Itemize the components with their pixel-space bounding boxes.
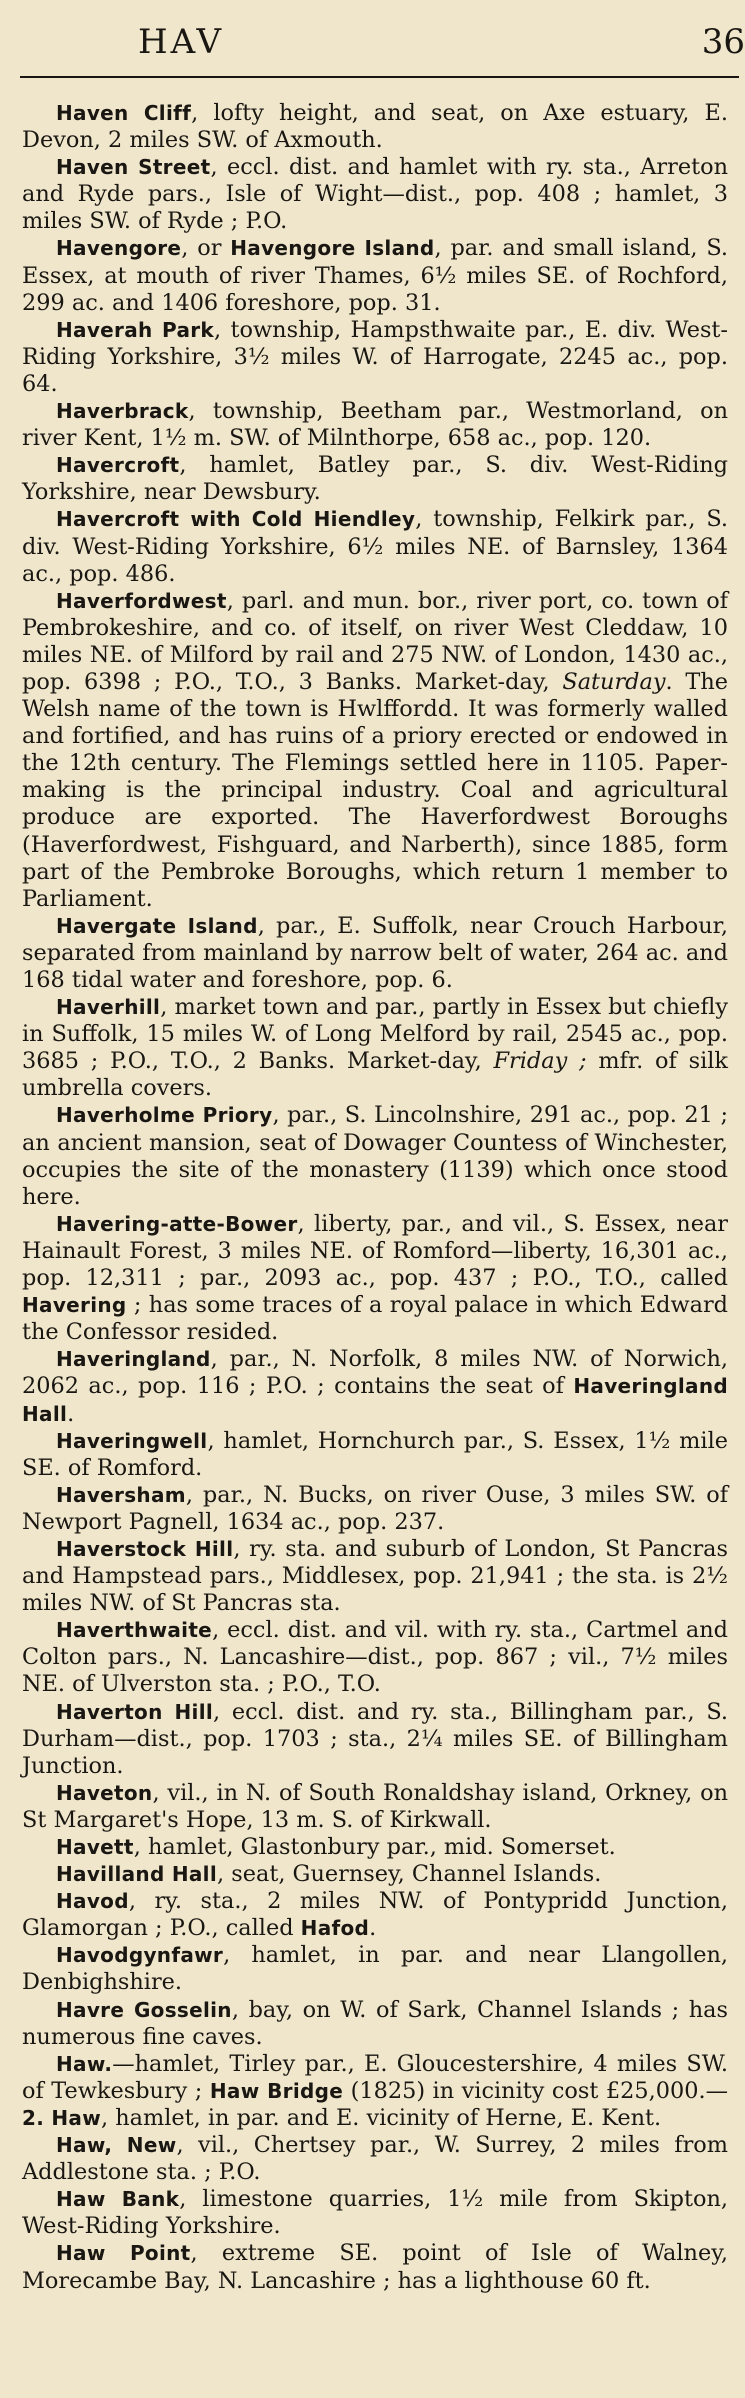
entry-headword: Haverstock Hill (56, 1536, 234, 1561)
running-head: HAV (138, 22, 225, 62)
entry-text: (1825) in vicinity cost £25,000.— (343, 2077, 728, 2104)
entry-subheadword: Haw Bridge (209, 2078, 344, 2103)
gazetteer-entry (22, 1834, 728, 1861)
entry-text: , par., E. Suffolk, near Crouch Harbour, separated from mainland by narrow belt of water, 264 ac. and 168 tidal water and foreshore, pop. 6. (22, 912, 728, 993)
gazetteer-entry (22, 2186, 728, 2240)
entry-headword: Havre Gosselin (56, 1997, 232, 2022)
gazetteer-entry (22, 100, 728, 154)
gazetteer-entry (22, 2240, 728, 2294)
gazetteer-entry (22, 994, 728, 1102)
entry-list (22, 100, 728, 2295)
entry-headword: Haverfordwest (56, 588, 227, 613)
entry-headword: Haw Point (56, 2241, 191, 2266)
entry-text: , township, Beetham par., Westmorland, on river Kent, 1½ m. SW. of Milnthorpe, 658 ac., pop. 120. (22, 398, 728, 452)
gazetteer-entry (22, 452, 728, 506)
entry-subheadword: 2. Haw (22, 2105, 101, 2130)
entry-headword: Havodgynfawr (56, 1943, 224, 1968)
gazetteer-entry (22, 588, 728, 913)
entry-text: , ry. sta. and suburb of London, St Pancras and Hampstead pars., Middlesex, pop. 21,941 ; the sta. is 2½ miles NW. of St Pancras sta. (22, 1535, 729, 1617)
gazetteer-entry (22, 1211, 728, 1346)
entry-text: , limestone quarries, 1½ mile from Skipton, West-Riding Yorkshire. (22, 2186, 729, 2240)
entry-text: , market town and par., partly in Essex but chiefly in Suffolk, 15 miles W. of Long Melford by rail, 2545 ac., pop. 3685 ; P.O., T.O., 2 Banks. Market-day, (22, 994, 728, 1075)
entry-text: mfr. of silk umbrella covers. (22, 1048, 728, 1102)
entry-text: , liberty, par., and vil., S. Essex, near Hainault Forest, 3 miles NE. of Romford—liberty, 16,301 ac., pop. 12,311 ; par., 2093 ac., pop. 437 ; P.O., T.O., called (22, 1210, 728, 1292)
entry-subheadword: Haveringland Hall (22, 1374, 728, 1426)
gazetteer-entry (22, 235, 728, 316)
gazetteer-entry (22, 1888, 728, 1942)
gazetteer-entry (22, 1346, 728, 1427)
entry-headword: Haverton Hill (56, 1699, 214, 1724)
entry-text: , eccl. dist. and hamlet with ry. sta., Arreton and Ryde pars., Isle of Wight—dist., pop. 408 ; hamlet, 3 miles SW. of Ryde ; P.O. (22, 154, 728, 235)
gazetteer-entry (22, 1780, 728, 1834)
entry-text: , vil., Chertsey par., W. Surrey, 2 miles from Addlestone sta. ; P.O. (22, 2132, 729, 2186)
entry-text: , or (181, 235, 231, 262)
gazetteer-entry (22, 1699, 728, 1780)
entry-headword: Haverholme Priory (56, 1103, 273, 1128)
page-number: 36 (701, 22, 745, 62)
entry-headword: Haveringwell (56, 1428, 208, 1453)
entry-text: , seat, Guernsey, Channel Islands. (217, 1861, 602, 1888)
entry-text: , extreme SE. point of Isle of Walney, Morecambe Bay, N. Lancashire ; has a lighthouse 60 ft. (22, 2240, 728, 2294)
gazetteer-entry (22, 2051, 728, 2132)
entry-text: , parl. and mun. bor., river port, co. town of Pembrokeshire, and co. of itself, on river West Cleddaw, 10 miles NE. of Milford by rail and 275 NW. of London, 1430 ac., pop. 6398 ; P.O., T.O., 3 Banks. Market-day, (22, 587, 728, 695)
entry-text: , bay, on W. of Sark, Channel Islands ; has numerous fine caves. (22, 1996, 728, 2050)
entry-subheadword: Havengore Island (230, 236, 435, 261)
entry-text: , hamlet, Batley par., S. div. West-Riding Yorkshire, near Dewsbury. (22, 452, 728, 506)
entry-text: . The Welsh name of the town is Hwlffordd. It was formerly walled and fortified, and has ruins of a priory erected or endowed in the 12th century. The Flemings settled here in 1105. Paper-making is the principal industry. Coal and agricultural produce are exported. The Haverfordwest Boroughs (Haverfordwest, Fishguard, and Narberth), since 1885, form part of the Pembroke Boroughs, which return 1 member to Parliament. (22, 668, 729, 912)
entry-headword: Haverah Park (56, 317, 215, 342)
entry-headword: Haven Cliff (56, 101, 192, 125)
entry-text: , par., S. Lincolnshire, 291 ac., pop. 21 ; an ancient mansion, seat of Dowager Countess of Winchester, occupies the site of the monastery (1139) which once stood here. (22, 1102, 728, 1210)
entry-headword: Haveton (56, 1780, 153, 1805)
entry-text: , township, Felkirk par., S. div. West-Riding Yorkshire, 6½ miles NE. of Barnsley, 1364 ac., pop. 486. (22, 506, 728, 587)
entry-text: . (369, 1915, 377, 1942)
entry-text: . (67, 1400, 75, 1427)
entry-subheadword: Havering (22, 1293, 127, 1318)
entry-headword: Havilland Hall (56, 1862, 217, 1887)
gazetteer-entry (22, 1942, 728, 1996)
page-header (0, 0, 745, 80)
gazetteer-entry (22, 1997, 728, 2051)
entry-text: , hamlet, in par. and E. vicinity of Herne, E. Kent. (101, 2104, 662, 2131)
entry-headword: Haveringland (56, 1347, 211, 1372)
entry-text: , par., N. Bucks, on river Ouse, 3 miles SW. of Newport Pagnell, 1634 ac., pop. 237. (22, 1481, 728, 1535)
entry-text: , par., N. Norfolk, 8 miles NW. of Norwich, 2062 ac., pop. 116 ; P.O. ; contains the seat of (22, 1346, 728, 1400)
entry-text: , eccl. dist. and vil. with ry. sta., Cartmel and Colton pars., N. Lancashire—dist., pop. 867 ; vil., 7½ miles NE. of Ulverston sta. ; P.O., T.O. (22, 1617, 728, 1698)
entry-text: , ry. sta., 2 miles NW. of Pontypridd Junction, Glamorgan ; P.O., called (22, 1888, 728, 1942)
entry-text: —hamlet, Tirley par., E. Gloucestershire, 4 miles SW. of Tewkesbury ; (22, 2050, 728, 2104)
entry-headword: Haverbrack (56, 399, 189, 424)
entry-headword: Havercroft (56, 453, 180, 478)
entry-headword: Haverthwaite (56, 1618, 213, 1643)
entry-headword: Haversham (56, 1482, 186, 1507)
entry-headword: Havering-atte-Bower (56, 1211, 298, 1236)
entry-italic: Friday ; (493, 1048, 587, 1075)
gazetteer-entry (22, 1102, 728, 1210)
gazetteer-entry (22, 154, 728, 235)
entry-headword: Haw, New (56, 2133, 177, 2158)
gazetteer-entry (22, 2132, 728, 2186)
entry-headword: Havod (56, 1889, 129, 1914)
entry-text: , township, Hampsthwaite par., E. div. West-Riding Yorkshire, 3½ miles W. of Harrogate, 2245 ac., pop. 64. (22, 316, 728, 397)
entry-headword: Haw Bank (56, 2187, 180, 2212)
entry-headword: Havercroft with Cold Hiendley (56, 507, 416, 532)
entry-headword: Havengore (56, 236, 182, 261)
gazetteer-entry (22, 1482, 728, 1536)
gazetteer-entry (22, 913, 728, 994)
entry-headword: Haven Street (56, 155, 211, 180)
entry-headword: Havergate Island (56, 913, 258, 938)
gazetteer-entry (22, 506, 728, 587)
entry-headword: Haw. (56, 2051, 113, 2076)
entry-text: ; has some traces of a royal palace in which Edward the Confessor resided. (22, 1292, 728, 1346)
gazetteer-entry (22, 398, 728, 452)
entry-headword: Haverhill (56, 995, 161, 1020)
entry-italic: Saturday (562, 668, 666, 695)
entry-text: , vil., in N. of South Ronaldshay island, Orkney, on St Margaret's Hope, 13 m. S. of Kirkwall. (22, 1779, 728, 1833)
header-rule (20, 76, 739, 78)
entry-text: , lofty height, and seat, on Axe estuary, E. Devon, 2 miles SW. of Axmouth. (22, 100, 728, 154)
entry-headword: Havett (56, 1835, 134, 1859)
gazetteer-entry (22, 1536, 728, 1617)
entry-text: , par. and small island, S. Essex, at mouth of river Thames, 6½ miles SE. of Rochford, 299 ac. and 1406 foreshore, pop. 31. (22, 235, 729, 316)
entry-text: , eccl. dist. and ry. sta., Billingham par., S. Durham—dist., pop. 1703 ; sta., 2¼ miles SE. of Billingham Junction. (22, 1698, 728, 1779)
entry-text: , hamlet, Glastonbury par., mid. Somerset. (133, 1834, 616, 1860)
entry-text: , hamlet, Hornchurch par., S. Essex, 1½ mile SE. of Romford. (22, 1427, 728, 1481)
gazetteer-entry (22, 1861, 728, 1888)
gazetteer-entry (22, 1617, 728, 1698)
entry-subheadword: Hafod (300, 1916, 370, 1941)
entry-text: , hamlet, in par. and near Llangollen, Denbighshire. (22, 1942, 728, 1996)
gazetteer-entry (22, 317, 728, 398)
gazetteer-entry (22, 1428, 728, 1482)
